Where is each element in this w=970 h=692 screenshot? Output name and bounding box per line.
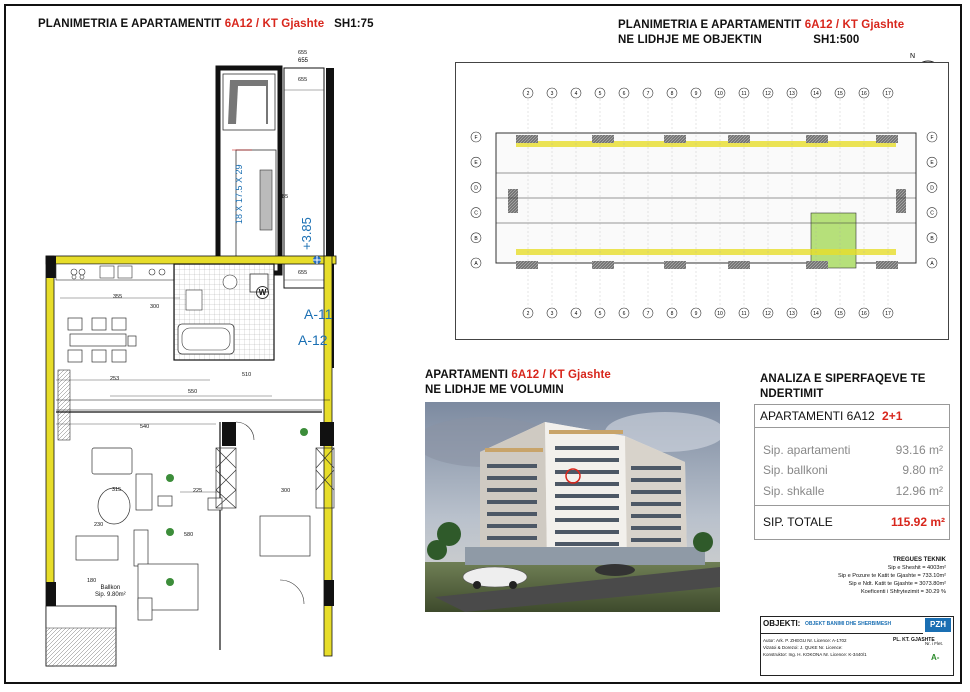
dim-510: 510: [242, 372, 252, 378]
plan-title-scale: SH1:75: [334, 18, 374, 30]
site-plan-drawing: [456, 63, 950, 341]
pzh-logo: PZH: [925, 618, 951, 632]
area-table: [754, 404, 950, 540]
area-row-value: 93.16 m²: [895, 443, 943, 457]
grid-label: E: [930, 160, 934, 167]
site-title-line2: NE LIDHJE ME OBJEKTIN: [618, 34, 762, 46]
grid-label: 10: [717, 311, 723, 317]
site-title-apartment: 6A12 / KT Gjashte: [804, 19, 905, 31]
grid-label: 13: [789, 311, 795, 317]
grid-label: 3: [550, 91, 554, 97]
grid-label: A: [930, 261, 934, 267]
building-render-image: [425, 402, 720, 612]
tb-cell: J. QUKE: [799, 645, 818, 650]
grid-label: 12: [765, 311, 771, 317]
grid-label: 14: [813, 91, 819, 97]
grid-label: 7: [646, 91, 650, 97]
grid-label: 12: [765, 91, 771, 97]
site-title-prefix: PLANIMETRIA E APARTAMENTIT: [618, 19, 802, 31]
title-block-rows: [763, 637, 891, 658]
volume-title: [425, 368, 611, 398]
label-elevation: +3.85: [299, 217, 314, 250]
plan-title-prefix: PLANIMETRIA E APARTAMENTIT: [38, 18, 222, 30]
area-row-value: 12.96 m²: [895, 484, 943, 498]
apartment-floor-plan: [40, 50, 340, 670]
dim-580: 580: [184, 532, 194, 538]
area-row-value: 9.80 m²: [902, 463, 943, 477]
grid-label: A: [474, 261, 478, 267]
grid-label: 5: [598, 311, 602, 317]
dim-230: 230: [94, 522, 104, 528]
grid-label: 4: [574, 311, 578, 317]
title-block-objekti-value: OBJEKT BANIMI DHE SHERBIMESH: [805, 621, 892, 627]
grid-label: F: [930, 135, 934, 141]
title-block-sheet: A-: [931, 653, 940, 662]
dim-300-v: 300: [150, 304, 160, 310]
area-table-apartment: APARTAMENTI 6A12: [760, 409, 875, 423]
grid-label: D: [474, 185, 478, 192]
site-plan-panel: [455, 62, 949, 340]
grid-label: 6: [622, 91, 626, 97]
grid-label: 16: [861, 91, 867, 97]
grid-label: 9: [694, 91, 698, 97]
label-balcony-name: Ballkon: [100, 585, 121, 591]
grid-label: 15: [837, 311, 843, 317]
technical-line: Sip e Ndt. Katit te Gjashte = 3073.80m²: [848, 581, 946, 587]
tb-cell: Ark. P. ZHEGU: [776, 638, 806, 643]
dim-485: 485: [279, 194, 289, 200]
grid-label: 4: [574, 91, 578, 97]
tb-cell: Nr. Licence: K-3440/1: [823, 652, 867, 657]
area-table-header: [760, 409, 902, 423]
svg-text:N: N: [910, 53, 916, 60]
dim-550: 550: [188, 389, 198, 395]
label-balcony-area: Sip. 9.80m²: [95, 592, 126, 598]
dim-225: 225: [193, 488, 203, 494]
area-row-label: Sip. ballkoni: [763, 463, 828, 477]
analysis-title-line2: NDERTIMIT: [760, 388, 824, 400]
plan-title: [38, 18, 374, 30]
grid-label: 5: [598, 91, 602, 97]
volume-title-prefix: APARTAMENTI: [425, 369, 509, 381]
tb-cell: Nr. Licence: A-1702: [807, 638, 847, 643]
svg-text:655: 655: [298, 58, 309, 64]
dim-315: 315: [112, 487, 122, 493]
grid-label: 14: [813, 311, 819, 317]
area-total-label: SIP. TOTALE: [763, 515, 833, 529]
tb-cell: Nr. Licence:: [818, 645, 843, 650]
grid-label: 9: [694, 311, 698, 317]
washing-machine-icon: W: [256, 286, 269, 299]
technical-indicators: [812, 556, 946, 596]
technical-line: Koeficenti i Shfrytezimit = 30.29 %: [860, 589, 946, 595]
grid-label: B: [930, 235, 934, 242]
grid-label: 13: [789, 91, 795, 97]
dim-253: 253: [110, 376, 120, 382]
area-total-value: 115.92 m²: [890, 515, 945, 529]
grid-label: E: [474, 160, 478, 167]
grid-label: C: [930, 210, 934, 217]
dim-540: 540: [140, 424, 150, 430]
area-row-label: Sip. apartamenti: [763, 443, 851, 457]
dim-180: 180: [87, 578, 97, 584]
grid-label: 8: [670, 311, 674, 317]
title-block-sheet-label: Nr. i Flet.: [925, 641, 944, 646]
grid-label: 7: [646, 311, 650, 317]
grid-label: 11: [741, 91, 747, 97]
area-table-type: 2+1: [882, 409, 903, 423]
dim-300: 300: [281, 488, 291, 494]
area-table-divider: [755, 427, 949, 428]
grid-label: 17: [885, 311, 891, 317]
grid-label: 6: [622, 311, 626, 317]
grid-label: 15: [837, 91, 843, 97]
title-block: [760, 616, 954, 676]
grid-label: C: [474, 210, 478, 217]
technical-line: Sip e Pozure te Katit te Gjashte = 733.10m²: [837, 573, 946, 579]
dim-655-c: 655: [298, 270, 308, 276]
grid-label: 2: [526, 91, 530, 97]
site-title-scale: SH1:500: [813, 34, 860, 46]
technical-line: Sip e Sheshit = 4003m²: [887, 565, 946, 571]
technical-heading: TREGUES TEKNIK: [892, 557, 946, 563]
grid-label: D: [930, 185, 934, 192]
analysis-title-line1: ANALIZA E SIPERFAQEVE TE: [760, 373, 926, 385]
grid-label: 3: [550, 311, 554, 317]
title-block-divider: [761, 633, 923, 634]
plan-title-apartment: 6A12 / KT Gjashte: [224, 18, 325, 30]
grid-label: 16: [861, 311, 867, 317]
dim-655-a: 655: [298, 50, 308, 56]
tb-cell: Autor:: [763, 638, 776, 643]
area-row-stair: [763, 484, 943, 498]
title-block-objekti-label: OBJEKTI:: [763, 619, 801, 628]
label-balcony: [95, 585, 126, 599]
label-a12: A-12: [298, 332, 328, 348]
dim-655-b: 655: [298, 77, 308, 83]
analysis-title: [760, 372, 926, 402]
grid-label: 10: [717, 91, 723, 97]
area-row-apartment: [763, 443, 943, 457]
tb-cell: Konstruktor:: [763, 652, 788, 657]
area-table-divider: [755, 505, 949, 506]
label-a11: A-11: [304, 306, 333, 322]
svg-text:.: .: [80, 522, 82, 528]
grid-label: 8: [670, 91, 674, 97]
label-stair: 18 X 17.5 X 29: [234, 164, 244, 224]
area-row-balcony: [763, 463, 943, 477]
dim-355: 355: [113, 294, 123, 300]
site-title: [618, 18, 904, 48]
grid-label: 2: [526, 311, 530, 317]
tb-cell: Ing. H. KOKONA: [788, 652, 823, 657]
grid-label: F: [474, 135, 478, 141]
volume-title-apartment: 6A12 / KT Gjashte: [511, 369, 611, 381]
area-row-label: Sip. shkalle: [763, 484, 825, 498]
title-block-drawing-name: PL. KT. GJASHTE: [893, 637, 935, 643]
grid-label: 17: [885, 91, 891, 97]
grid-label: B: [474, 235, 478, 242]
volume-title-line2: NE LIDHJE ME VOLUMIN: [425, 384, 564, 396]
tb-cell: Vizatoi & Dorezoi:: [763, 645, 799, 650]
grid-label: 11: [741, 311, 747, 317]
